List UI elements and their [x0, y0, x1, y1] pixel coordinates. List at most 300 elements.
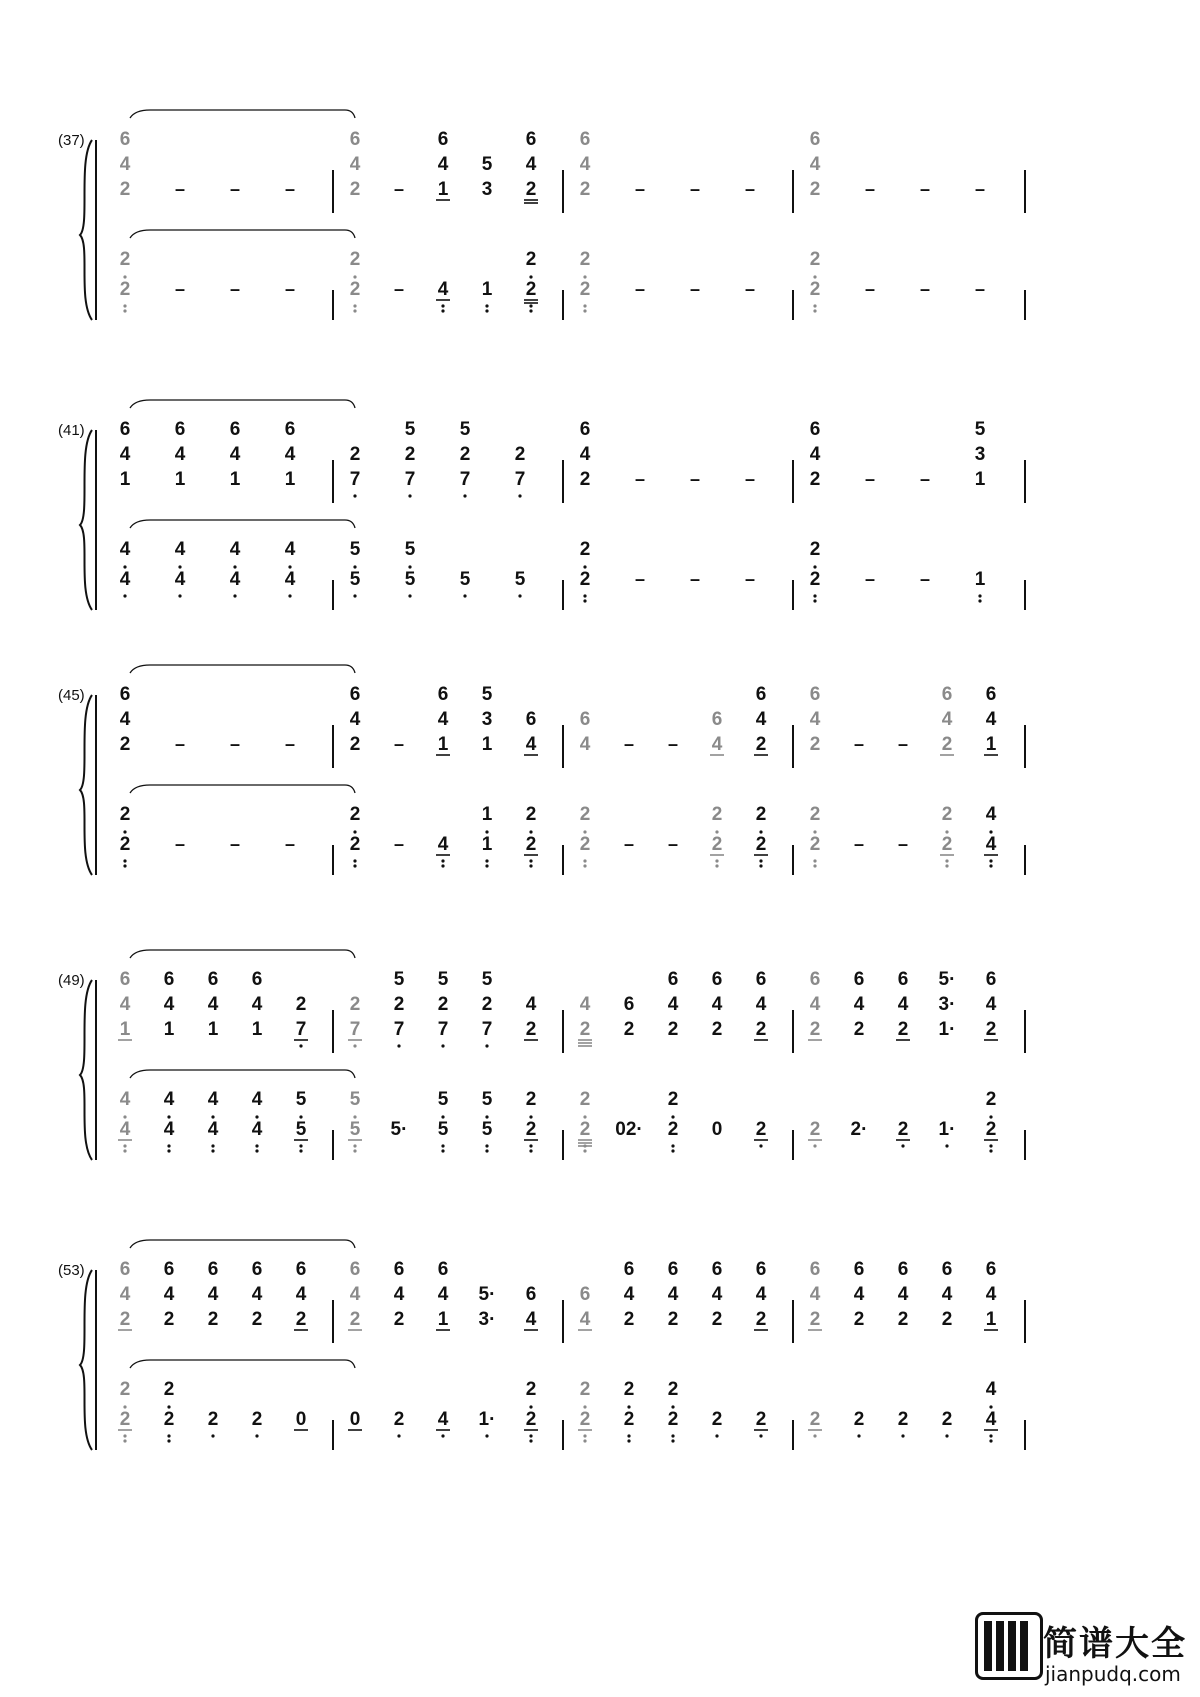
note: 6 — [525, 129, 537, 150]
tie-arc — [130, 230, 355, 238]
note: 6 — [809, 419, 821, 440]
site-logo-text: 简谱大全 — [1043, 1624, 1187, 1664]
note: 4 — [985, 804, 997, 825]
note: 1 — [481, 834, 493, 855]
octave-dot — [583, 304, 586, 307]
octave-dot — [485, 859, 488, 862]
octave-dot — [353, 565, 356, 568]
note: 4 — [525, 994, 537, 1015]
octave-dot — [989, 859, 992, 862]
note: 6 — [295, 1259, 307, 1280]
note: 5 — [974, 419, 986, 440]
note: 6 — [437, 129, 449, 150]
note: 5 — [404, 569, 416, 590]
octave-dot — [583, 309, 586, 312]
note: 4 — [437, 154, 449, 175]
octave-dot — [123, 830, 126, 833]
octave-dot — [518, 594, 521, 597]
dash-extension: – — [689, 469, 701, 489]
note: 2 — [897, 1019, 909, 1040]
note: 5 — [437, 1119, 449, 1140]
note: 6 — [985, 684, 997, 705]
note: 5 — [481, 1119, 493, 1140]
note: 2 — [481, 994, 493, 1015]
note: 6 — [809, 684, 821, 705]
dash-extension: – — [897, 834, 909, 854]
octave-dot — [178, 594, 181, 597]
note: 2 — [579, 569, 591, 590]
dash-extension: – — [689, 179, 701, 199]
octave-dot — [178, 565, 181, 568]
note: 4 — [623, 1284, 635, 1305]
note: 3 — [481, 709, 493, 730]
note: 4 — [809, 1284, 821, 1305]
note: 7 — [393, 1019, 405, 1040]
note: 2 — [579, 1019, 591, 1040]
note: 2 — [711, 1409, 723, 1430]
octave-dot — [167, 1405, 170, 1408]
octave-dot — [518, 494, 521, 497]
note: 2 — [349, 994, 361, 1015]
staff-brace — [80, 430, 92, 610]
octave-dot — [353, 304, 356, 307]
octave-dot — [671, 1149, 674, 1152]
note: 2 — [525, 179, 537, 200]
octave-dot — [989, 1149, 992, 1152]
note: 5 — [459, 569, 471, 590]
note: 1· — [938, 1119, 956, 1140]
octave-dot — [989, 1405, 992, 1408]
octave-dot — [123, 1439, 126, 1442]
note: 1· — [478, 1409, 496, 1430]
octave-dot — [167, 1144, 170, 1147]
note: 2 — [941, 834, 953, 855]
dash-extension: – — [744, 469, 756, 489]
octave-dot — [123, 309, 126, 312]
note: 6 — [809, 129, 821, 150]
note: 4 — [941, 1284, 953, 1305]
note: 1 — [229, 469, 241, 490]
note: 4 — [437, 834, 449, 855]
note: 2 — [711, 1019, 723, 1040]
octave-dot — [408, 565, 411, 568]
octave-dot — [353, 309, 356, 312]
measure-number: (49) — [58, 972, 85, 989]
note: 2 — [579, 279, 591, 300]
note: 2 — [853, 1409, 865, 1430]
note: 4 — [393, 1284, 405, 1305]
note: 4 — [284, 569, 296, 590]
note: 4 — [525, 154, 537, 175]
dash-extension: – — [744, 179, 756, 199]
dash-extension: – — [623, 734, 635, 754]
octave-dot — [441, 309, 444, 312]
note: 2 — [525, 1409, 537, 1430]
note: 6 — [985, 969, 997, 990]
octave-dot — [715, 864, 718, 867]
octave-dot — [978, 594, 981, 597]
note: 5 — [481, 684, 493, 705]
octave-dot — [583, 1434, 586, 1437]
octave-dot — [813, 859, 816, 862]
note: 4 — [174, 569, 186, 590]
octave-dot — [529, 830, 532, 833]
note: 2 — [623, 1309, 635, 1330]
octave-dot — [529, 1434, 532, 1437]
octave-dot — [167, 1149, 170, 1152]
dash-extension: – — [864, 569, 876, 589]
note: 2 — [525, 249, 537, 270]
note: 6 — [349, 684, 361, 705]
octave-dot — [759, 830, 762, 833]
note: 2 — [349, 804, 361, 825]
note: 2 — [809, 834, 821, 855]
octave-dot — [167, 1115, 170, 1118]
octave-dot — [255, 1144, 258, 1147]
note: 4 — [809, 994, 821, 1015]
note: 4 — [174, 539, 186, 560]
note: 2 — [809, 179, 821, 200]
note: 2 — [897, 1409, 909, 1430]
dash-extension: – — [689, 279, 701, 299]
note: 7 — [481, 1019, 493, 1040]
note: 6 — [897, 1259, 909, 1280]
note: 4 — [853, 994, 865, 1015]
note: 4 — [985, 709, 997, 730]
note: 2 — [941, 734, 953, 755]
note: 4 — [284, 539, 296, 560]
octave-dot — [441, 1144, 444, 1147]
note: 4 — [229, 569, 241, 590]
note: 6 — [755, 684, 767, 705]
octave-dot — [945, 1144, 948, 1147]
note: 4 — [985, 834, 997, 855]
note: 4 — [809, 444, 821, 465]
octave-dot — [288, 565, 291, 568]
note: 2 — [525, 1379, 537, 1400]
note: 4 — [809, 154, 821, 175]
octave-dot — [583, 830, 586, 833]
octave-dot — [813, 304, 816, 307]
dash-extension: – — [393, 734, 405, 754]
note: 2 — [809, 249, 821, 270]
note: 2 — [985, 1089, 997, 1110]
note: 4 — [985, 1409, 997, 1430]
note: 1 — [437, 1309, 449, 1330]
dash-extension: – — [864, 279, 876, 299]
piano-keys-icon — [975, 1612, 1043, 1680]
note: 2 — [393, 994, 405, 1015]
octave-dot — [583, 275, 586, 278]
note: 6 — [349, 129, 361, 150]
note: 6 — [667, 969, 679, 990]
dash-extension: – — [919, 179, 931, 199]
note: 6 — [623, 994, 635, 1015]
octave-dot — [529, 859, 532, 862]
note: 6 — [941, 684, 953, 705]
note: 2 — [755, 1309, 767, 1330]
note: 4 — [985, 1284, 997, 1305]
note: 2 — [163, 1409, 175, 1430]
note: 4 — [941, 709, 953, 730]
note: 7 — [404, 469, 416, 490]
octave-dot — [441, 304, 444, 307]
note: 4 — [897, 994, 909, 1015]
note: 2 — [579, 804, 591, 825]
note: 2 — [809, 279, 821, 300]
note: 4 — [207, 994, 219, 1015]
note: 2 — [985, 1019, 997, 1040]
note: 2 — [941, 1409, 953, 1430]
note: 2 — [393, 1409, 405, 1430]
octave-dot — [123, 565, 126, 568]
note: 2 — [119, 179, 131, 200]
dash-extension: – — [919, 279, 931, 299]
note: 6 — [711, 969, 723, 990]
note: 2 — [459, 444, 471, 465]
note: 5 — [349, 1089, 361, 1110]
dash-extension: – — [919, 469, 931, 489]
note: 4 — [119, 994, 131, 1015]
note: 7 — [295, 1019, 307, 1040]
note: 2 — [809, 539, 821, 560]
note: 4 — [755, 994, 767, 1015]
octave-dot — [441, 1044, 444, 1047]
note: 6 — [119, 969, 131, 990]
octave-dot — [901, 1434, 904, 1437]
tie-arc — [130, 785, 355, 793]
note: 1 — [251, 1019, 263, 1040]
note: 4 — [525, 1309, 537, 1330]
octave-dot — [299, 1115, 302, 1118]
octave-dot — [583, 1149, 586, 1152]
octave-dot — [813, 1434, 816, 1437]
octave-dot — [233, 565, 236, 568]
note: 4 — [349, 1284, 361, 1305]
octave-dot — [441, 1434, 444, 1437]
note: 2 — [119, 734, 131, 755]
note: 6 — [711, 709, 723, 730]
note: 4 — [853, 1284, 865, 1305]
note: 2 — [349, 734, 361, 755]
dash-extension: – — [229, 734, 241, 754]
octave-dot — [583, 859, 586, 862]
octave-dot — [529, 864, 532, 867]
note: 2 — [667, 1089, 679, 1110]
note: 4 — [755, 1284, 767, 1305]
note: 4 — [437, 279, 449, 300]
note: 2 — [119, 834, 131, 855]
note: 6 — [579, 129, 591, 150]
note: 6 — [163, 969, 175, 990]
measure-number: (41) — [58, 422, 85, 439]
note: 6 — [809, 969, 821, 990]
note: 2 — [393, 1309, 405, 1330]
note: 2 — [295, 994, 307, 1015]
tie-arc — [130, 950, 355, 958]
note: 2 — [809, 1409, 821, 1430]
octave-dot — [945, 864, 948, 867]
octave-dot — [583, 1144, 586, 1147]
octave-dot — [627, 1439, 630, 1442]
note: 6 — [525, 1284, 537, 1305]
note: 6 — [853, 1259, 865, 1280]
note: 6 — [349, 1259, 361, 1280]
note: 2 — [711, 804, 723, 825]
note: 1 — [174, 469, 186, 490]
note: 2· — [850, 1119, 868, 1140]
octave-dot — [397, 1434, 400, 1437]
note: 6 — [251, 969, 263, 990]
note: 2 — [623, 1379, 635, 1400]
octave-dot — [167, 1439, 170, 1442]
note: 2 — [207, 1309, 219, 1330]
octave-dot — [813, 599, 816, 602]
note: 5 — [404, 539, 416, 560]
note: 4 — [119, 154, 131, 175]
note: 2 — [623, 1409, 635, 1430]
note: 1 — [481, 804, 493, 825]
octave-dot — [901, 1144, 904, 1147]
note: 2 — [853, 1019, 865, 1040]
note: 2 — [579, 249, 591, 270]
note: 2 — [809, 1019, 821, 1040]
note: 4 — [119, 709, 131, 730]
dash-extension: – — [174, 179, 186, 199]
octave-dot — [353, 830, 356, 833]
note: 4 — [667, 994, 679, 1015]
note: 1 — [985, 1309, 997, 1330]
dash-extension: – — [744, 279, 756, 299]
note: 2 — [985, 1119, 997, 1140]
dash-extension: – — [284, 834, 296, 854]
note: 4 — [251, 994, 263, 1015]
note: 5 — [393, 969, 405, 990]
note: 5 — [349, 1119, 361, 1140]
note: 6 — [711, 1259, 723, 1280]
note: 4 — [229, 444, 241, 465]
octave-dot — [211, 1434, 214, 1437]
tie-arc — [130, 1070, 355, 1078]
octave-dot — [671, 1144, 674, 1147]
octave-dot — [123, 1149, 126, 1152]
tie-arc — [130, 1360, 355, 1368]
dash-extension: – — [853, 834, 865, 854]
octave-dot — [813, 594, 816, 597]
dash-extension: – — [284, 734, 296, 754]
note: 4 — [711, 1284, 723, 1305]
note: 7 — [459, 469, 471, 490]
note: 0 — [349, 1409, 361, 1430]
measure-number: (45) — [58, 687, 85, 704]
octave-dot — [353, 594, 356, 597]
note: 4 — [251, 1119, 263, 1140]
note: 2 — [667, 1019, 679, 1040]
octave-dot — [485, 1044, 488, 1047]
octave-dot — [978, 599, 981, 602]
note: 4 — [985, 1379, 997, 1400]
note: 2 — [809, 804, 821, 825]
octave-dot — [671, 1405, 674, 1408]
tie-arc — [130, 1240, 355, 1248]
octave-dot — [671, 1434, 674, 1437]
octave-dot — [353, 1149, 356, 1152]
tie-arc — [130, 665, 355, 673]
note: 2 — [251, 1309, 263, 1330]
octave-dot — [353, 864, 356, 867]
note: 2 — [119, 1379, 131, 1400]
note: 5 — [459, 419, 471, 440]
note: 2 — [349, 834, 361, 855]
note: 2 — [579, 1379, 591, 1400]
note: 3· — [478, 1309, 496, 1330]
octave-dot — [123, 275, 126, 278]
octave-dot — [759, 859, 762, 862]
note: 4 — [163, 1119, 175, 1140]
note: 2 — [163, 1309, 175, 1330]
octave-dot — [485, 1434, 488, 1437]
dash-extension: – — [174, 734, 186, 754]
octave-dot — [485, 864, 488, 867]
note: 2 — [525, 279, 537, 300]
note: 2 — [755, 1119, 767, 1140]
octave-dot — [857, 1434, 860, 1437]
octave-dot — [441, 859, 444, 862]
octave-dot — [989, 1115, 992, 1118]
note: 2 — [349, 179, 361, 200]
note: 6 — [667, 1259, 679, 1280]
octave-dot — [485, 1149, 488, 1152]
staff-brace — [80, 1270, 92, 1450]
octave-dot — [408, 594, 411, 597]
note: 5 — [481, 154, 493, 175]
octave-dot — [123, 864, 126, 867]
dash-extension: – — [393, 279, 405, 299]
note: 2 — [755, 1409, 767, 1430]
dash-extension: – — [974, 279, 986, 299]
note: 6 — [284, 419, 296, 440]
octave-dot — [485, 830, 488, 833]
note: 4 — [207, 1119, 219, 1140]
note: 2 — [579, 539, 591, 560]
note: 2 — [941, 1309, 953, 1330]
octave-dot — [255, 1434, 258, 1437]
note: 6 — [207, 1259, 219, 1280]
note: 2 — [579, 1119, 591, 1140]
octave-dot — [485, 1115, 488, 1118]
note: 6 — [755, 1259, 767, 1280]
note: 5 — [295, 1119, 307, 1140]
note: 7 — [349, 1019, 361, 1040]
note: 2 — [119, 249, 131, 270]
note: 2 — [437, 994, 449, 1015]
octave-dot — [441, 1149, 444, 1152]
note: 2 — [349, 249, 361, 270]
note: 1 — [437, 179, 449, 200]
note: 0 — [711, 1119, 723, 1140]
dash-extension: – — [919, 569, 931, 589]
note: 4 — [119, 1284, 131, 1305]
note: 2 — [711, 1309, 723, 1330]
note: 4 — [437, 1409, 449, 1430]
note: 2 — [525, 1119, 537, 1140]
staff-brace — [80, 695, 92, 875]
dash-extension: – — [634, 279, 646, 299]
dash-extension: – — [864, 179, 876, 199]
note: 6 — [174, 419, 186, 440]
note: 1 — [481, 734, 493, 755]
note: 2 — [667, 1309, 679, 1330]
